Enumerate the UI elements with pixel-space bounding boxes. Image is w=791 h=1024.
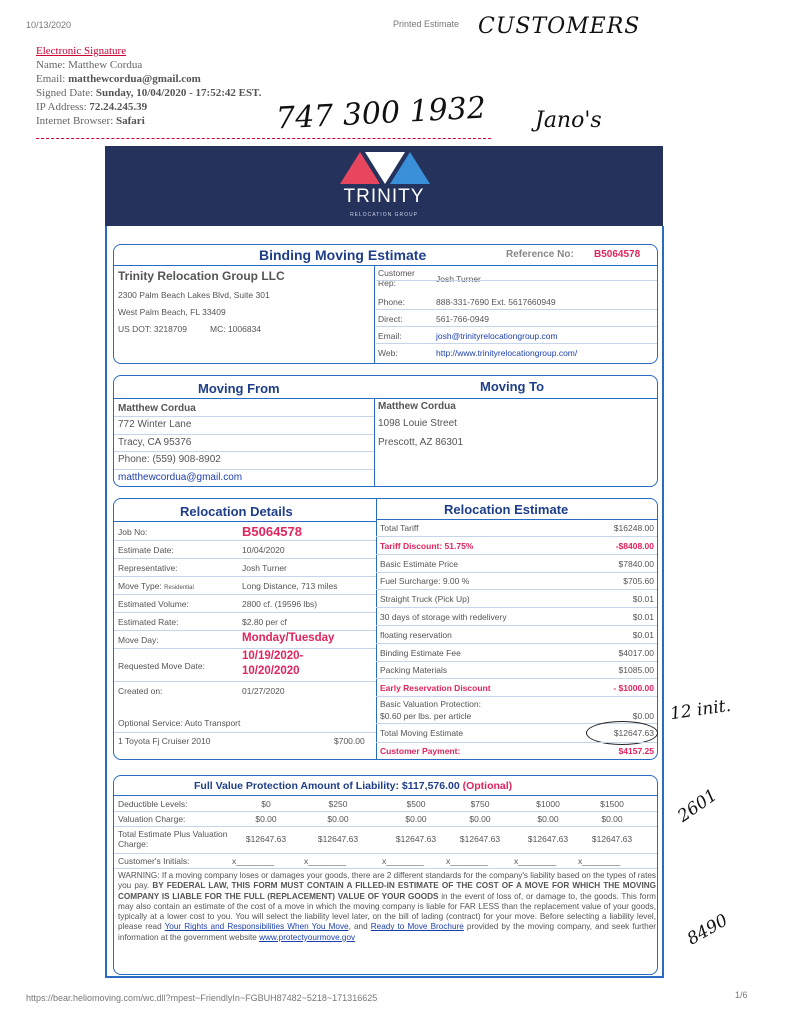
valuation-charge: $0.00 [327,814,349,824]
initials-label: Customer's Initials: [118,856,190,866]
warning-bold: BY FEDERAL LAW, THIS FORM MUST CONTAIN A FILLED-IN ESTIMATE OF THE COST OF A MOVE FOR WHICH THE MOVING COMPANY IS LIABLE FOR THE FULL (REPLACEMENT) VALUE OF YOUR GOODS [118,881,657,901]
estimate-row-value: $0.01 [632,612,654,622]
estimate-row-label: Tariff Discount: 51.75% [380,540,474,551]
representative-label: Representative: [118,563,178,573]
relocation-box [113,498,658,760]
rate: $2.80 per cf [242,617,287,627]
signature-heading: Electronic Signature [36,45,127,57]
estimate-row-label: Straight Truck (Pick Up) [380,594,470,605]
estimate-title: Binding Moving Estimate [259,247,427,263]
company-dot: US DOT: 3218709 [118,324,187,334]
relocation-estimate-title: Relocation Estimate [444,502,569,517]
print-date: 10/13/2020 [26,20,72,30]
protectyourmove-link[interactable]: www.protectyourmove.gov [259,932,356,942]
rep-email-link[interactable]: josh@trinityrelocationgroup.com [436,331,558,341]
estimate-row-label: floating reservation [380,629,452,640]
estimate-date: 10/04/2020 [242,545,285,555]
estimate-row-label: Basic Estimate Price [380,558,458,569]
handwriting-customers: CUSTOMERS [478,14,641,39]
total-plus-valuation: $12647.63 [395,834,437,844]
company-address-2: West Palm Beach, FL 33409 [118,307,226,317]
handwriting-num1: 2601 [674,785,722,827]
deductible-label: Deductible Levels: [118,799,188,809]
handwriting-num2: 8490 [683,910,732,950]
estimate-row [376,573,657,590]
estimate-row-value: $1085.00 [618,665,654,676]
rep-label: Customer Rep: [378,268,415,288]
estimate-row-value: $16248.00 [613,523,654,533]
estimate-row-value: - $1000.00 [613,683,654,694]
move-type-sub: Residential [164,585,194,591]
phone-value: 888-331-7690 Ext. 5617660949 [436,297,556,307]
liability-title: Full Value Protection Amount of Liability: $117,576.00 [194,780,460,792]
deductible-level: $1500 [600,799,624,809]
estimate-row [376,645,657,662]
brochure-link[interactable]: Ready to Move Brochure [370,922,464,932]
initials-field[interactable]: x________ [232,856,275,866]
direct-value: 561-766-0949 [436,314,489,324]
valuation-charge: $0.00 [469,814,491,824]
valuation-charge-label: Valuation Charge: [118,814,186,824]
brand-banner [105,146,663,226]
optional-service-item: 1 Toyota Fj Cruiser 2010 [118,736,211,746]
valuation-charge: $0.00 [405,814,427,824]
customer-payment: $4157.25 [618,746,654,756]
from-address: 772 Winter Lane [118,419,192,430]
estimate-row [376,591,657,608]
requested-date-label: Requested Move Date: [118,661,205,671]
warning-part-1: WARNING: If a moving company loses or damages your goods, there are 2 different standards for the company's liability based on the types of rates you pay. [118,871,656,891]
estimate-row-label: 30 days of storage with redelivery [380,612,507,622]
estimate-row-value: $705.60 [623,576,654,587]
signature-block [36,44,261,128]
estimate-row [376,556,657,573]
estimate-row-label: Packing Materials [380,665,448,676]
sig-browser-label: Internet Browser: [36,115,114,127]
total-plus-valuation: $12647.63 [459,834,501,844]
initials-field[interactable]: x________ [446,856,489,866]
estimate-row-label: Total Tariff [380,523,419,533]
initials-field[interactable]: x________ [304,856,347,866]
deductible-level: $750 [470,799,490,809]
from-city: Tracy, CA 95376 [118,437,192,448]
sig-browser: Safari [116,115,145,127]
binding-estimate-box [113,244,658,364]
total-estimate: $12647.63 [613,728,654,738]
sig-date: Sunday, 10/04/2020 - 17:52:42 EST. [95,87,262,99]
handwriting-name: Jano's [535,108,602,133]
signature-divider [36,138,491,139]
warning-part-4: provided by the moving company, and seek further information at the government website [118,922,656,942]
estimate-row-label: Early Reservation Discount [380,683,491,694]
move-day-label: Move Day: [118,635,159,645]
footer-url: https://bear.heliomoving.com/wc.dll?mpest~FriendlyIn~FGBUH87482~5218~171316625 [26,993,378,1003]
warning-part-2: in the event of loss of, or damage to, the goods. This form may also contain an estimate of the cost of a move in which the moving company is liable for FAR LESS than the replacement value of your goods, typically at a lower cost to you. You will select the liability level later, on the bill of lading (contract) for your move. Before selecting a liability level, please read [118,891,657,932]
deductible-level: $250 [328,799,348,809]
company-name: Trinity Relocation Group LLC [118,269,285,283]
estimate-row-value: $0.01 [632,629,654,640]
moving-box [113,375,658,487]
rights-link[interactable]: Your Rights and Responsibilities When You Move [164,922,349,932]
estimate-row [376,609,657,626]
warning-text [118,871,656,943]
move-day: Monday/Tuesday [242,632,335,644]
sig-ip-label: IP Address: [36,101,87,113]
volume-label: Estimated Volume: [118,599,189,609]
deductible-level: $0 [261,799,271,809]
estimate-row-value: $0.01 [632,594,654,605]
from-name: Matthew Cordua [118,403,196,414]
brand-subtitle: RELOCATION GROUP [350,212,418,218]
reference-label: Reference No: [506,249,574,260]
valuation-charge: $0.00 [537,814,559,824]
warning-part-3: , and [348,922,368,932]
created-label: Created on: [118,686,163,696]
print-title: Printed Estimate [393,19,460,29]
initials-field[interactable]: x________ [382,856,425,866]
requested-date-start: 10/19/2020- [242,650,304,662]
valuation-charge: $0.00 [601,814,623,824]
valuation-value: $0.00 [632,711,654,721]
valuation-sub: $0.60 per lbs. per article [380,711,472,721]
phone-label: Phone: [378,297,405,307]
details-title: Relocation Details [180,504,293,519]
rate-label: Estimated Rate: [118,617,179,627]
page-number: 1/6 [735,990,748,1000]
estimate-row [376,680,657,697]
move-type: Long Distance, 713 miles [242,581,338,591]
optional-service-label: Optional Service: Auto Transport [118,718,241,728]
handwriting-init: 12 init. [668,695,733,725]
sig-name: Matthew Cordua [68,59,143,71]
estimate-row-value: $7840.00 [618,558,654,569]
to-name: Matthew Cordua [378,401,456,412]
handwriting-phone: 747 300 1932 [275,90,487,137]
valuation-charge: $0.00 [255,814,277,824]
brand-name: TRINITY [343,186,425,207]
reference-number: B5064578 [594,249,641,260]
company-mc: MC: 1006834 [210,324,262,334]
estimate-row-value: -$8408.00 [615,540,654,551]
rep-name: Josh Turner [436,274,481,284]
total-plus-label: Total Estimate Plus Valuation Charge: [118,829,228,849]
initials-field[interactable]: x________ [578,856,621,866]
sig-date-label: Signed Date: [36,87,94,99]
optional-service-price: $700.00 [334,736,365,746]
deductible-level: $500 [406,799,426,809]
company-address-1: 2300 Palm Beach Lakes Blvd, Suite 301 [118,290,270,300]
to-city: Prescott, AZ 86301 [378,437,464,448]
estimate-row [376,627,657,644]
total-plus-valuation: $12647.63 [317,834,359,844]
estimate-row [376,538,657,555]
estimate-row [376,662,657,679]
from-phone: Phone: (559) 908-8902 [118,454,221,465]
website-link[interactable]: http://www.trinityrelocationgroup.com/ [436,348,578,358]
initials-field[interactable]: x________ [514,856,557,866]
estimate-row-value: $4017.00 [618,647,654,658]
representative: Josh Turner [242,563,287,573]
web-label: Web: [378,348,398,358]
direct-label: Direct: [378,314,403,324]
estimate-row-label: Fuel Surcharge: 9.00 % [380,576,470,587]
estimate-date-label: Estimate Date: [118,545,174,555]
move-type-label: Move Type: [118,581,162,591]
volume: 2800 cf. (19596 lbs) [242,599,318,609]
requested-date-end: 10/20/2020 [242,665,300,677]
sig-email: matthewcordua@gmail.com [68,73,201,85]
from-email-link[interactable]: matthewcordua@gmail.com [118,472,243,483]
email-label: Email: [378,331,402,341]
sig-email-label: Email: [36,73,66,85]
moving-to-title: Moving To [480,379,545,394]
liability-box [113,775,658,975]
job-label: Job No: [118,527,148,537]
to-address: 1098 Louie Street [378,418,457,429]
trinity-logo-icon [340,150,430,184]
liability-optional: (Optional) [462,780,513,792]
customer-payment-label: Customer Payment: [380,746,461,756]
total-estimate-label: Total Moving Estimate [380,728,464,738]
total-plus-valuation: $12647.63 [245,834,287,844]
created-date: 01/27/2020 [242,686,285,696]
sig-ip: 72.24.245.39 [89,101,148,113]
moving-from-title: Moving From [198,381,280,396]
deductible-level: $1000 [536,799,560,809]
estimate-row [376,520,657,537]
total-plus-valuation: $12647.63 [591,834,633,844]
valuation-label: Basic Valuation Protection: [380,699,481,709]
total-plus-valuation: $12647.63 [527,834,569,844]
sig-name-label: Name: [36,59,66,71]
estimate-row-label: Binding Estimate Fee [380,647,461,658]
job-number: B5064578 [242,524,302,539]
